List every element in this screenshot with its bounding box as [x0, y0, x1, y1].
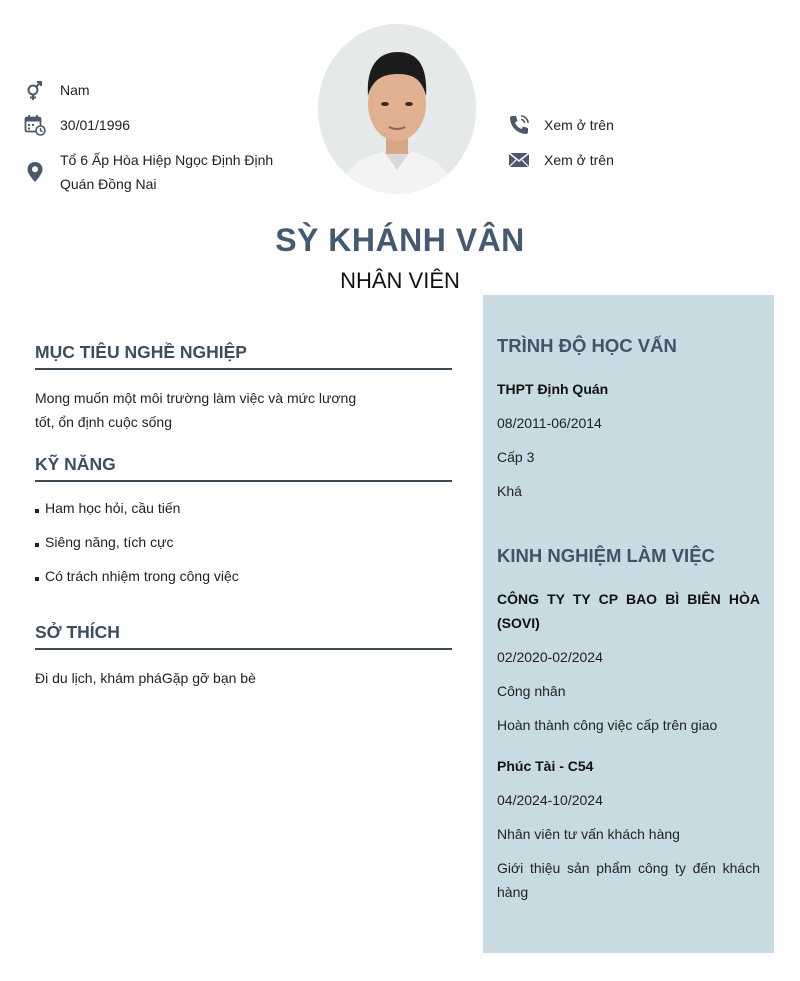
job-entry	[497, 754, 760, 904]
avatar	[318, 24, 476, 194]
job-entry	[497, 587, 760, 737]
left-column	[35, 342, 452, 690]
skills-list	[35, 496, 452, 588]
phone-row	[508, 113, 614, 137]
email-value: Xem ở trên	[544, 152, 614, 168]
job-period: 04/2024-10/2024	[497, 792, 603, 808]
job-role: Nhân viên tư vấn khách hàng	[497, 826, 680, 842]
job-description: Giới thiệu sản phẩm công ty đến khách hàng	[497, 860, 760, 900]
address-row	[24, 148, 273, 196]
skill-item: Có trách nhiệm trong công việc	[35, 564, 452, 588]
job-role: Công nhân	[497, 683, 566, 699]
skills-section	[35, 454, 452, 588]
calendar-icon	[24, 113, 46, 137]
gender-row	[24, 78, 90, 102]
right-panel-content	[497, 295, 760, 904]
hobbies-text: Đi du lịch, khám pháGặp gỡ bạn bè	[35, 670, 256, 686]
job-company: CÔNG TY TY CP BAO BÌ BIÊN HÒA (SOVI)	[497, 591, 760, 631]
job-position: NHÂN VIÊN	[340, 268, 460, 293]
skills-title: KỸ NĂNG	[35, 454, 452, 482]
job-company: Phúc Tài - C54	[497, 758, 594, 774]
objective-title: MỤC TIÊU NGHỀ NGHIỆP	[35, 342, 452, 370]
experience-title: KINH NGHIỆM LÀM VIỆC	[497, 545, 715, 566]
right-panel	[483, 295, 774, 953]
job-description: Hoàn thành công việc cấp trên giao	[497, 717, 718, 733]
skill-item: Siêng năng, tích cực	[35, 530, 452, 554]
education-level: Cấp 3	[497, 449, 535, 465]
skill-item: Ham học hỏi, cầu tiến	[35, 496, 452, 520]
hobbies-section	[35, 622, 452, 690]
gender-value: Nam	[60, 82, 90, 98]
gender-icon	[24, 78, 46, 102]
hobbies-title: SỞ THÍCH	[35, 622, 452, 650]
address-value	[60, 148, 273, 196]
birthdate-row	[24, 113, 130, 137]
person-name: SỲ KHÁNH VÂN	[275, 222, 525, 258]
location-pin-icon	[24, 148, 46, 196]
address-line-1: Tổ 6 Ấp Hòa Hiệp Ngọc Định Định	[60, 152, 274, 168]
objective-section	[35, 342, 452, 434]
phone-value: Xem ở trên	[544, 117, 614, 133]
education-title: TRÌNH ĐỘ HỌC VẤN	[497, 335, 677, 356]
education-school: THPT Định Quán	[497, 381, 609, 397]
address-line-2: Quán Đồng Nai	[60, 176, 157, 192]
email-row	[508, 148, 614, 172]
phone-icon	[508, 113, 530, 137]
job-period: 02/2020-02/2024	[497, 649, 603, 665]
objective-text	[35, 386, 452, 434]
education-grade: Khá	[497, 483, 522, 499]
education-period: 08/2011-06/2014	[497, 415, 602, 431]
objective-line-2: tốt, ổn định cuộc sống	[35, 414, 172, 430]
birthdate-value: 30/01/1996	[60, 117, 131, 133]
objective-line-1: Mong muốn một môi trường làm việc và mức lương	[35, 390, 357, 406]
envelope-icon	[508, 148, 530, 172]
